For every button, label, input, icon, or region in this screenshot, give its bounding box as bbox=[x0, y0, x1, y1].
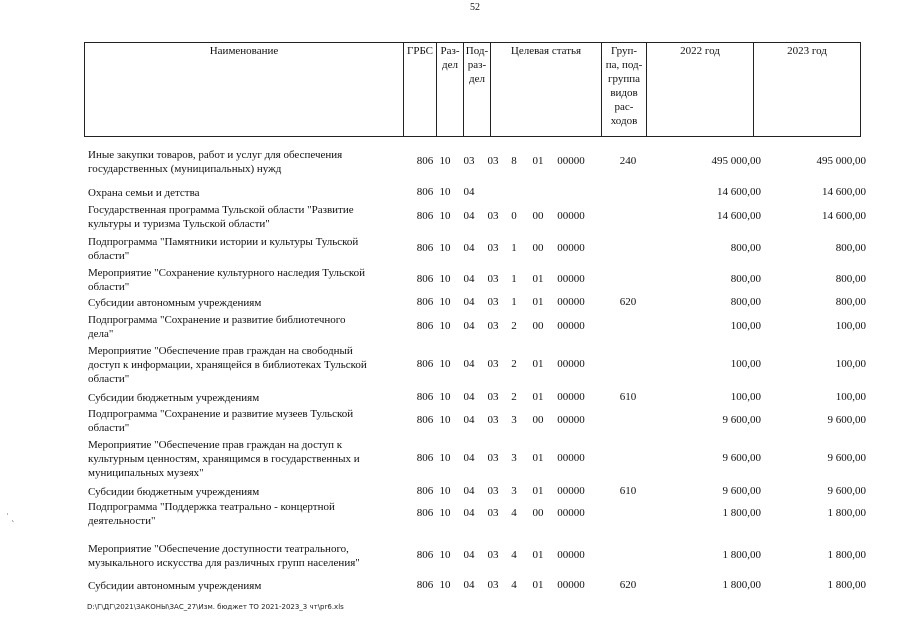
row-podrazdel: 04 bbox=[463, 414, 475, 426]
row-grbs: 806 bbox=[416, 414, 434, 426]
row-cs-direction: 00000 bbox=[557, 414, 585, 426]
row-podrazdel: 03 bbox=[463, 155, 475, 167]
row-value-2023: 9 600,00 bbox=[827, 414, 866, 426]
table-row bbox=[88, 296, 878, 310]
row-value-2023: 9 600,00 bbox=[827, 485, 866, 497]
row-razdel: 10 bbox=[439, 485, 451, 497]
row-cs-subprogram: 1 bbox=[511, 273, 517, 285]
row-cs-program: 03 bbox=[487, 242, 499, 254]
row-cs-subprogram: 2 bbox=[511, 358, 517, 370]
row-grbs: 806 bbox=[416, 242, 434, 254]
row-podrazdel: 04 bbox=[463, 296, 475, 308]
row-cs-program: 03 bbox=[487, 391, 499, 403]
row-cs-program: 03 bbox=[487, 273, 499, 285]
table-row bbox=[88, 203, 878, 231]
row-cs-event: 00 bbox=[532, 242, 544, 254]
file-path-footer: D:\Г\ДГ\2021\ЗАКОНЫ\ЗАС_27\Изм. бюджет ТО 2021-2023_3 чт\pr6.xls bbox=[87, 603, 344, 611]
row-cs-direction: 00000 bbox=[557, 242, 585, 254]
table-header bbox=[84, 42, 861, 137]
row-razdel: 10 bbox=[439, 579, 451, 591]
row-cs-direction: 00000 bbox=[557, 549, 585, 561]
row-name: Охрана семьи и детства bbox=[88, 187, 200, 199]
row-name: Государственная программа Тульской области "Развитие культуры и туризма Тульской области" bbox=[88, 204, 354, 230]
header-2022: 2022 год bbox=[647, 43, 754, 137]
row-value-2022: 800,00 bbox=[730, 296, 761, 308]
row-cs-event: 00 bbox=[532, 414, 544, 426]
row-razdel: 10 bbox=[439, 549, 451, 561]
row-cs-direction: 00000 bbox=[557, 391, 585, 403]
row-cs-subprogram: 3 bbox=[511, 452, 517, 464]
row-podrazdel: 04 bbox=[463, 210, 475, 222]
row-grbs: 806 bbox=[416, 296, 434, 308]
margin-mark: ˙ ˎ bbox=[6, 512, 15, 522]
row-cs-event: 01 bbox=[532, 579, 544, 591]
row-value-2023: 100,00 bbox=[835, 358, 866, 370]
row-name: Подпрограмма "Памятники истории и культуры Тульской области" bbox=[88, 236, 359, 262]
row-grbs: 806 bbox=[416, 210, 434, 222]
row-cs-direction: 00000 bbox=[557, 320, 585, 332]
row-name: Подпрограмма "Поддержка театрально - концертной деятельности" bbox=[88, 501, 335, 527]
row-value-2022: 9 600,00 bbox=[722, 414, 761, 426]
row-razdel: 10 bbox=[439, 155, 451, 167]
header-name: Наименование bbox=[85, 43, 404, 137]
row-vid-rashodov: 620 bbox=[619, 296, 637, 308]
table-row bbox=[88, 485, 878, 499]
row-cs-program: 03 bbox=[487, 296, 499, 308]
row-name: Мероприятие "Обеспечение доступности театрального, музыкального искусства для различных групп населения" bbox=[88, 543, 360, 569]
row-vid-rashodov: 240 bbox=[619, 155, 637, 167]
row-value-2023: 100,00 bbox=[835, 391, 866, 403]
row-cs-subprogram: 2 bbox=[511, 391, 517, 403]
row-cs-program: 03 bbox=[487, 320, 499, 332]
row-razdel: 10 bbox=[439, 186, 451, 198]
row-podrazdel: 04 bbox=[463, 549, 475, 561]
row-razdel: 10 bbox=[439, 414, 451, 426]
row-grbs: 806 bbox=[416, 186, 434, 198]
table-row bbox=[88, 344, 878, 386]
row-name: Субсидии автономным учреждениям bbox=[88, 297, 262, 309]
row-cs-event: 00 bbox=[532, 320, 544, 332]
row-cs-program: 03 bbox=[487, 485, 499, 497]
row-value-2022: 800,00 bbox=[730, 273, 761, 285]
row-podrazdel: 04 bbox=[463, 320, 475, 332]
row-cs-event: 01 bbox=[532, 485, 544, 497]
row-value-2022: 100,00 bbox=[730, 391, 761, 403]
row-cs-subprogram: 1 bbox=[511, 296, 517, 308]
row-cs-event: 01 bbox=[532, 155, 544, 167]
row-cs-event: 01 bbox=[532, 358, 544, 370]
row-podrazdel: 04 bbox=[463, 485, 475, 497]
row-cs-direction: 00000 bbox=[557, 579, 585, 591]
row-cs-subprogram: 2 bbox=[511, 320, 517, 332]
row-value-2022: 14 600,00 bbox=[717, 210, 761, 222]
row-podrazdel: 04 bbox=[463, 242, 475, 254]
row-podrazdel: 04 bbox=[463, 579, 475, 591]
row-grbs: 806 bbox=[416, 579, 434, 591]
row-razdel: 10 bbox=[439, 242, 451, 254]
row-cs-event: 01 bbox=[532, 273, 544, 285]
row-cs-subprogram: 4 bbox=[511, 507, 517, 519]
row-value-2023: 800,00 bbox=[835, 242, 866, 254]
table-row bbox=[88, 579, 878, 593]
row-value-2023: 800,00 bbox=[835, 296, 866, 308]
row-cs-program: 03 bbox=[487, 358, 499, 370]
row-cs-event: 01 bbox=[532, 296, 544, 308]
row-cs-event: 01 bbox=[532, 452, 544, 464]
row-value-2022: 9 600,00 bbox=[722, 485, 761, 497]
row-name: Субсидии автономным учреждениям bbox=[88, 580, 262, 592]
row-value-2023: 1 800,00 bbox=[827, 507, 866, 519]
row-value-2022: 9 600,00 bbox=[722, 452, 761, 464]
row-cs-event: 00 bbox=[532, 507, 544, 519]
row-podrazdel: 04 bbox=[463, 391, 475, 403]
row-cs-subprogram: 4 bbox=[511, 549, 517, 561]
row-value-2023: 9 600,00 bbox=[827, 452, 866, 464]
table-row bbox=[88, 542, 878, 570]
row-cs-direction: 00000 bbox=[557, 210, 585, 222]
row-podrazdel: 04 bbox=[463, 186, 475, 198]
row-value-2022: 14 600,00 bbox=[717, 186, 761, 198]
table-row bbox=[88, 148, 878, 176]
row-cs-direction: 00000 bbox=[557, 507, 585, 519]
row-cs-subprogram: 4 bbox=[511, 579, 517, 591]
row-cs-program: 03 bbox=[487, 549, 499, 561]
row-cs-subprogram: 8 bbox=[511, 155, 517, 167]
row-cs-direction: 00000 bbox=[557, 452, 585, 464]
table-row bbox=[88, 313, 878, 341]
row-value-2022: 1 800,00 bbox=[722, 579, 761, 591]
row-cs-subprogram: 3 bbox=[511, 485, 517, 497]
row-cs-direction: 00000 bbox=[557, 358, 585, 370]
row-cs-program: 03 bbox=[487, 155, 499, 167]
row-name: Иные закупки товаров, работ и услуг для обеспечения государственных (муниципальных) нужд bbox=[88, 149, 343, 175]
row-grbs: 806 bbox=[416, 452, 434, 464]
row-value-2023: 14 600,00 bbox=[822, 210, 866, 222]
table-row bbox=[88, 391, 878, 405]
row-value-2023: 14 600,00 bbox=[822, 186, 866, 198]
page-number: 52 bbox=[470, 2, 480, 13]
row-grbs: 806 bbox=[416, 273, 434, 285]
row-value-2022: 1 800,00 bbox=[722, 507, 761, 519]
table-row bbox=[88, 186, 878, 200]
row-podrazdel: 04 bbox=[463, 507, 475, 519]
row-value-2022: 1 800,00 bbox=[722, 549, 761, 561]
table-row bbox=[88, 500, 878, 528]
header-2023: 2023 год bbox=[754, 43, 861, 137]
row-name: Подпрограмма "Сохранение и развитие музеев Тульской области" bbox=[88, 408, 354, 434]
row-cs-program: 03 bbox=[487, 579, 499, 591]
row-cs-subprogram: 3 bbox=[511, 414, 517, 426]
table-row bbox=[88, 407, 878, 435]
row-grbs: 806 bbox=[416, 155, 434, 167]
row-grbs: 806 bbox=[416, 358, 434, 370]
row-cs-program: 03 bbox=[487, 507, 499, 519]
row-cs-subprogram: 0 bbox=[511, 210, 517, 222]
row-cs-event: 01 bbox=[532, 391, 544, 403]
row-grbs: 806 bbox=[416, 391, 434, 403]
row-razdel: 10 bbox=[439, 358, 451, 370]
row-cs-program: 03 bbox=[487, 452, 499, 464]
row-name: Мероприятие "Сохранение культурного наследия Тульской области" bbox=[88, 267, 366, 293]
header-gruppa: Груп- па, под- группа видов рас- ходов bbox=[602, 43, 647, 137]
row-grbs: 806 bbox=[416, 507, 434, 519]
row-value-2023: 1 800,00 bbox=[827, 579, 866, 591]
row-razdel: 10 bbox=[439, 507, 451, 519]
row-podrazdel: 04 bbox=[463, 452, 475, 464]
row-cs-event: 00 bbox=[532, 210, 544, 222]
row-grbs: 806 bbox=[416, 485, 434, 497]
row-value-2023: 800,00 bbox=[835, 273, 866, 285]
row-value-2022: 495 000,00 bbox=[711, 155, 761, 167]
header-grbs: ГРБС bbox=[404, 43, 437, 137]
row-cs-direction: 00000 bbox=[557, 296, 585, 308]
row-cs-program: 03 bbox=[487, 210, 499, 222]
row-name: Мероприятие "Обеспечение прав граждан на свободный доступ к информации, хранящейся в библиотеках Тульской области" bbox=[88, 345, 367, 385]
row-grbs: 806 bbox=[416, 320, 434, 332]
row-vid-rashodov: 620 bbox=[619, 579, 637, 591]
row-razdel: 10 bbox=[439, 391, 451, 403]
row-razdel: 10 bbox=[439, 273, 451, 285]
row-value-2022: 100,00 bbox=[730, 320, 761, 332]
row-cs-direction: 00000 bbox=[557, 155, 585, 167]
row-cs-event: 01 bbox=[532, 549, 544, 561]
header-razdel: Раз- дел bbox=[437, 43, 464, 137]
row-cs-direction: 00000 bbox=[557, 485, 585, 497]
row-razdel: 10 bbox=[439, 210, 451, 222]
header-podrazdel: Под- раз- дел bbox=[464, 43, 491, 137]
table-row bbox=[88, 235, 878, 263]
row-value-2023: 495 000,00 bbox=[816, 155, 866, 167]
table-row bbox=[88, 266, 878, 294]
row-value-2023: 100,00 bbox=[835, 320, 866, 332]
row-razdel: 10 bbox=[439, 452, 451, 464]
row-podrazdel: 04 bbox=[463, 358, 475, 370]
row-podrazdel: 04 bbox=[463, 273, 475, 285]
row-vid-rashodov: 610 bbox=[619, 485, 637, 497]
row-cs-direction: 00000 bbox=[557, 273, 585, 285]
row-value-2022: 100,00 bbox=[730, 358, 761, 370]
table-row bbox=[88, 438, 878, 480]
row-value-2022: 800,00 bbox=[730, 242, 761, 254]
row-name: Субсидии бюджетным учреждениям bbox=[88, 486, 260, 498]
row-name: Мероприятие "Обеспечение прав граждан на доступ к культурным ценностям, хранящимся в государственных и муниципальных музеях" bbox=[88, 439, 360, 479]
row-razdel: 10 bbox=[439, 296, 451, 308]
row-cs-subprogram: 1 bbox=[511, 242, 517, 254]
row-razdel: 10 bbox=[439, 320, 451, 332]
row-vid-rashodov: 610 bbox=[619, 391, 637, 403]
row-name: Субсидии бюджетным учреждениям bbox=[88, 392, 260, 404]
row-name: Подпрограмма "Сохранение и развитие библиотечного дела" bbox=[88, 314, 346, 340]
row-cs-program: 03 bbox=[487, 414, 499, 426]
row-value-2023: 1 800,00 bbox=[827, 549, 866, 561]
row-grbs: 806 bbox=[416, 549, 434, 561]
header-celevaya: Целевая статья bbox=[491, 43, 602, 137]
